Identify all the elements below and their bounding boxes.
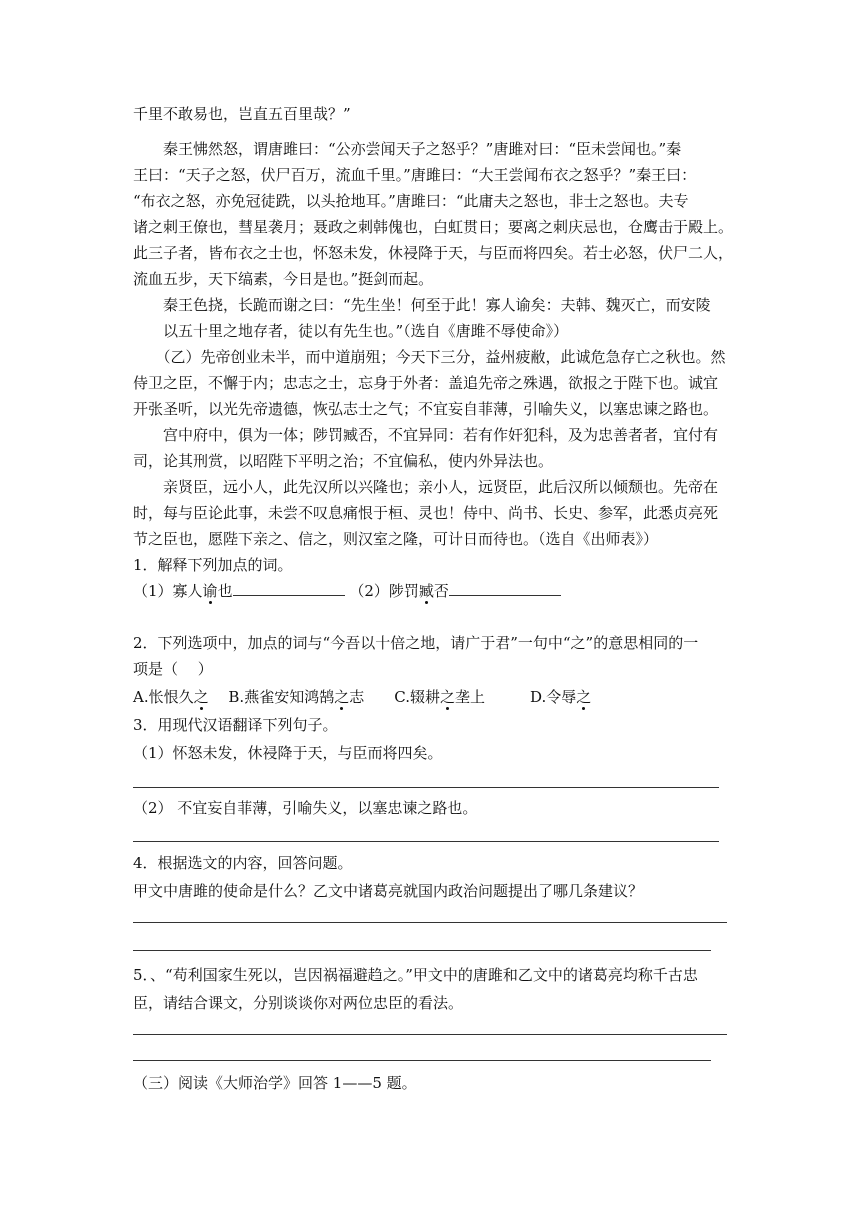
option-b[interactable]: B.燕雀安知鸿鹄之志: [228, 688, 365, 706]
answer-blank-2[interactable]: [449, 580, 561, 596]
jia-line-7: 流血五步，天下缟素，今日是也。”挺剑而起。: [133, 270, 434, 288]
q3-sentence-1: （1）怀怒未发，休祲降于天，与臣而将四矣。: [133, 744, 443, 762]
jia-line-3: 王曰：“天子之怒，伏尸百万，流血千里。”唐雎曰：“大王尝闻布衣之怒乎？”秦王曰：: [133, 166, 697, 184]
q2-options: [133, 684, 591, 710]
jia-line-5: 诸之刺王僚也，彗星袭月；聂政之刺韩傀也，白虹贯日；要离之刺庆忌也，仓鹰击于殿上。: [133, 218, 734, 236]
jia-line-6: 此三子者，皆布衣之士也，怀怒未发，休祲降于天，与臣而将四矣。若士必怒，伏尸二人，: [133, 244, 734, 262]
q1-items: （1）寡人谕也 （2）陟罚臧否: [133, 578, 561, 604]
q4-question: 甲文中唐雎的使命是什么？乙文中诸葛亮就国内政治问题提出了哪几条建议？: [133, 882, 644, 900]
yi-line-4: 宫中府中，俱为一体；陟罚臧否，不宜异同：若有作奸犯科，及为忠善者者，宜付有: [133, 426, 719, 444]
q3-sentence-2: （2） 不宜妄自菲薄，引喻失义，以塞忠谏之路也。: [133, 799, 478, 817]
jia-line-9: 以五十里之地存者，徒以有先生也。”（选自《唐雎不辱使命》）: [133, 322, 569, 340]
emphasis-dot-char: 臧: [418, 582, 434, 600]
q3-title: 3．用现代汉语翻译下列句子。: [133, 716, 338, 734]
yi-line-2: 侍卫之臣，不懈于内；忠志之士，忘身于外者：盖追先帝之殊遇，欲报之于陛下也。诚宜: [133, 374, 719, 392]
q1-title: 1．解释下列加点的词。: [133, 556, 293, 574]
q5-line-2: 臣，请结合课文，分别谈谈你对两位忠臣的看法。: [133, 994, 464, 1012]
q4-title: 4．根据选文的内容，回答问题。: [133, 854, 353, 872]
jia-line-8: 秦王色挠，长跪而谢之曰：“先生坐！何至于此！寡人谕矣：夫韩、魏灭亡，而安陵: [133, 296, 711, 314]
yi-line-7: 时，每与臣论此事，未尝不叹息痛恨于桓、灵也！侍中、尚书、长史、参军，此悉贞亮死: [133, 504, 719, 522]
yi-line-8: 节之臣也，愿陛下亲之、信之，则汉室之隆，可计日而待也。（选自《出师表》）: [133, 530, 659, 548]
emphasis-dot-char: 谕: [202, 582, 218, 600]
answer-line-q3-2[interactable]: [133, 841, 719, 842]
answer-blank-1[interactable]: [233, 580, 345, 596]
section-3-heading: （三）阅读《大师治学》回答 1——5 题。: [133, 1074, 417, 1092]
answer-line-q5-2[interactable]: [133, 1060, 711, 1061]
q2-line-1: 2．下列选项中，加点的词与“今吾以十倍之地，请广于君”一句中“之”的意思相同的一: [133, 634, 699, 652]
yi-line-3: 开张圣听，以光先帝遗德，恢弘志士之气；不宜妄自菲薄，引喻失义，以塞忠谏之路也。: [133, 400, 719, 418]
q5-line-1: 5．、“苟利国家生死以，岂因祸福避趋之。”甲文中的唐雎和乙文中的诸葛亮均称千古忠: [133, 966, 698, 984]
answer-line-q4-1[interactable]: [133, 922, 727, 923]
jia-line-2: 秦王怫然怒，谓唐雎曰：“公亦尝闻天子之怒乎？”唐雎对曰：“臣未尝闻也。”秦: [133, 140, 682, 158]
answer-line-q3-1[interactable]: [133, 787, 719, 788]
yi-line-5: 司，论其刑赏，以昭陛下平明之治；不宜偏私，使内外异法也。: [133, 452, 554, 470]
option-d[interactable]: D.令辱之: [530, 688, 592, 706]
yi-line-1: （乙）先帝创业未半，而中道崩殂；今天下三分，益州疲敝，此诚危急存亡之秋也。然: [133, 348, 726, 366]
answer-line-q5-1[interactable]: [133, 1034, 727, 1035]
jia-line-4: “布衣之怒，亦免冠徒跣，以头抢地耳。”唐雎曰：“此庸夫之怒也，非士之怒也。夫专: [133, 192, 689, 210]
q2-line-2: 项是（ ）: [133, 660, 213, 678]
answer-line-q4-2[interactable]: [133, 950, 711, 951]
yi-line-6: 亲贤臣，远小人，此先汉所以兴隆也；亲小人，远贤臣，此后汉所以倾颓也。先帝在: [133, 478, 719, 496]
option-c[interactable]: C.辍耕之垄上: [394, 688, 485, 706]
option-a[interactable]: A.怅恨久之: [133, 688, 209, 706]
jia-line-1: 千里不敢易也，岂直五百里哉？”: [133, 105, 351, 123]
